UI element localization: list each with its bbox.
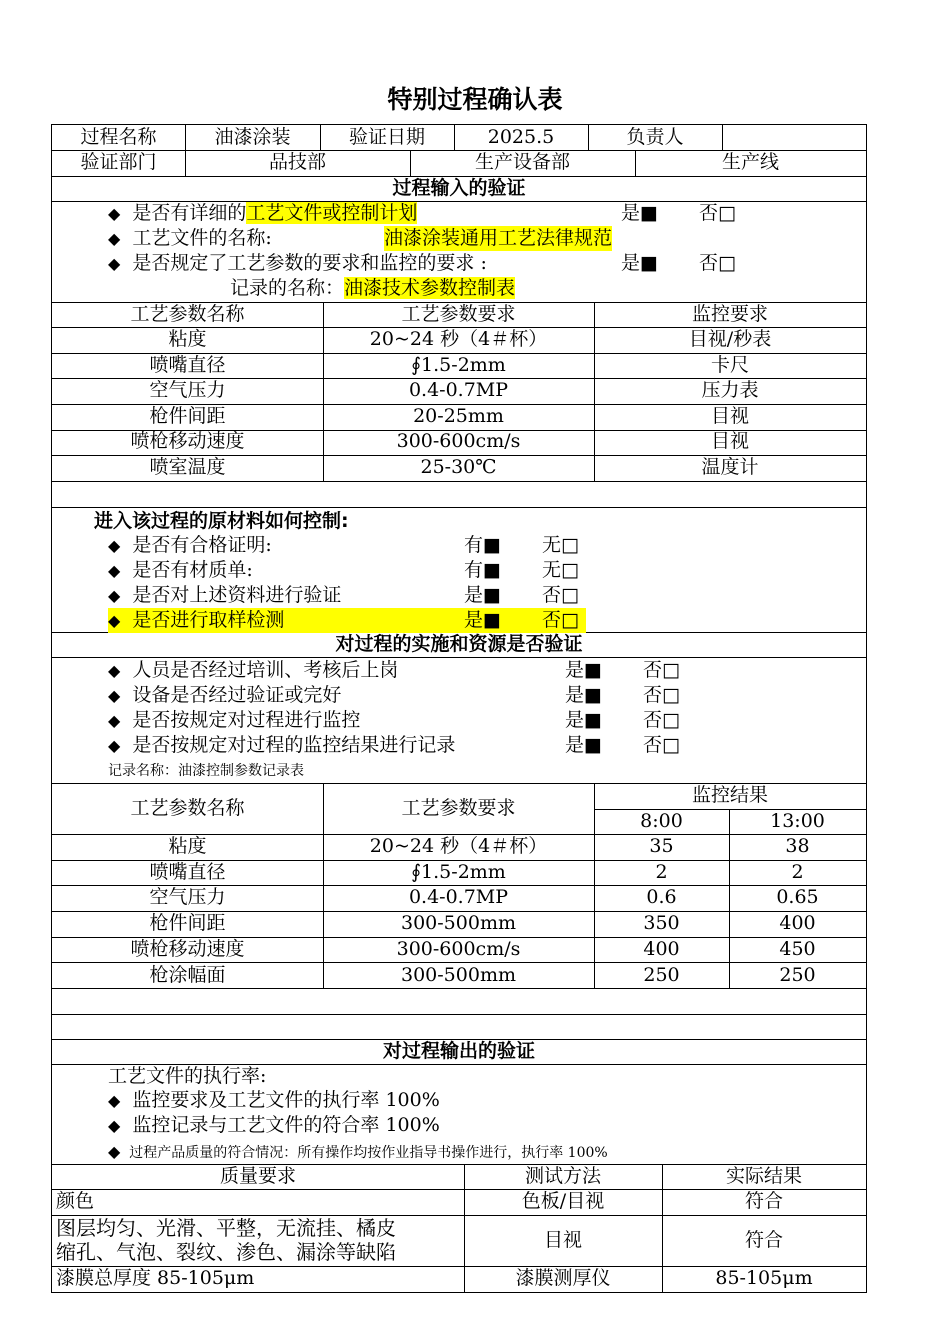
material-yes: 是■ [464, 609, 501, 631]
implementation-yes: 是■ [565, 659, 602, 681]
implementation-item: ◆ 人员是否经过培训、考核后上岗 [108, 659, 399, 681]
material-item: ◆ 是否有材质单: [108, 559, 253, 581]
quality-header-req: 质量要求 [219, 1165, 296, 1187]
output-bullet-1: ◆ 监控要求及工艺文件的执行率 100% [108, 1089, 440, 1111]
highlight-text: 工艺文件或控制计划 [246, 202, 418, 224]
monitor-cell: 0.4-0.7MP [408, 886, 509, 908]
quality-row-2-req-line-1: 图层均匀、光滑、平整，无流挂、橘皮 [56, 1216, 396, 1240]
bullet-icon: ◆ [108, 661, 121, 680]
material-item: ◆ 是否对上述资料进行验证 [108, 584, 342, 606]
monitor-cell: 枪涂幅面 [149, 964, 226, 986]
verify-date-value: 2025.5 [487, 126, 555, 148]
process-name-value: 油漆涂装 [214, 126, 291, 148]
params-cell: 温度计 [701, 456, 759, 478]
monitor-cell: 0.6 [646, 886, 677, 908]
implementation-yes: 是■ [565, 684, 602, 706]
bullet-icon: ◆ [108, 1142, 121, 1161]
implementation-heading: 对过程的实施和资源是否验证 [335, 633, 583, 655]
verify-date-label: 验证日期 [348, 126, 425, 148]
input-question-2: ◆ 工艺文件的名称: [108, 227, 272, 249]
monitor-cell: 35 [649, 835, 674, 857]
output-heading: 对过程输出的验证 [382, 1040, 535, 1062]
material-no: 无□ [542, 534, 579, 556]
record-note: 记录名称：油漆控制参数记录表 [108, 763, 304, 779]
params-cell: 枪件间距 [149, 405, 226, 427]
quality-row-3-req: 漆膜总厚度 85-105μm [56, 1267, 255, 1289]
output-bullet-3: ◆ 过程产品质量的符合情况：所有操作均按作业指导书操作进行，执行率 100% [108, 1142, 608, 1161]
monitor-cell: 0.65 [776, 886, 819, 908]
bullet-icon: ◆ [108, 561, 121, 580]
params-cell: ∮1.5-2mm [411, 354, 506, 376]
bullet-icon: ◆ [108, 736, 121, 755]
monitor-cell: 38 [785, 835, 810, 857]
dept-equipment: 生产设备部 [474, 151, 570, 173]
monitor-cell: 空气压力 [149, 886, 226, 908]
monitor-cell: 450 [779, 938, 816, 960]
output-bullet-2: ◆ 监控记录与工艺文件的符合率 100% [108, 1114, 440, 1136]
monitor-cell: 枪件间距 [149, 912, 226, 934]
quality-row-3-method: 漆膜测厚仪 [515, 1267, 611, 1289]
bullet-icon: ◆ [108, 254, 121, 273]
input-heading: 过程输入的验证 [392, 177, 526, 199]
dept-quality: 品技部 [268, 151, 326, 173]
dept-label: 验证部门 [80, 151, 157, 173]
record-name-value: 油漆技术参数控制表 [344, 277, 516, 299]
input-q1-no: 否□ [699, 202, 736, 224]
page-title: 特别过程确认表 [387, 85, 563, 114]
material-no: 无□ [542, 559, 579, 581]
material-yes: 有■ [464, 534, 501, 556]
execution-rate-label: 工艺文件的执行率: [108, 1065, 267, 1087]
bullet-icon: ◆ [108, 229, 121, 248]
quality-row-1-method: 色板/目视 [521, 1190, 605, 1212]
monitor-header-name: 工艺参数名称 [130, 797, 245, 819]
bullet-icon: ◆ [108, 1116, 121, 1135]
params-cell: 空气压力 [149, 379, 226, 401]
params-cell: 20~24 秒（4＃杯） [369, 328, 548, 350]
monitor-cell: 300-500mm [401, 912, 516, 934]
monitor-cell: 250 [643, 964, 680, 986]
material-no: 否□ [542, 584, 579, 606]
implementation-item: ◆ 设备是否经过验证或完好 [108, 684, 342, 706]
monitor-header-result: 监控结果 [691, 784, 768, 806]
implementation-item: ◆ 是否按规定对过程的监控结果进行记录 [108, 734, 456, 756]
params-header-name: 工艺参数名称 [130, 303, 245, 325]
monitor-cell: 250 [779, 964, 816, 986]
monitor-cell: 2 [791, 861, 804, 883]
monitor-cell: 400 [643, 938, 680, 960]
params-cell: 喷枪移动速度 [130, 430, 245, 452]
params-cell: 0.4-0.7MP [408, 379, 509, 401]
material-yes: 有■ [464, 559, 501, 581]
params-cell: 喷嘴直径 [149, 354, 226, 376]
input-q1-yes: 是■ [621, 202, 658, 224]
material-item: ◆ 是否进行取样检测 [108, 608, 586, 633]
quality-row-2-req-line-2: 缩孔、气泡、裂纹、渗色、漏涂等缺陷 [56, 1240, 396, 1264]
monitor-cell: 喷嘴直径 [149, 861, 226, 883]
process-name-label: 过程名称 [80, 126, 157, 148]
monitor-time-2: 13:00 [770, 810, 825, 832]
bullet-icon: ◆ [108, 586, 121, 605]
bullet-icon: ◆ [108, 536, 121, 555]
params-cell: 卡尺 [710, 354, 749, 376]
monitor-cell: 喷枪移动速度 [130, 938, 245, 960]
input-q3-no: 否□ [699, 252, 736, 274]
quality-header-method: 测试方法 [524, 1165, 601, 1187]
implementation-no: 否□ [643, 659, 680, 681]
bullet-icon: ◆ [108, 686, 121, 705]
params-cell: 目视/秒表 [688, 328, 772, 350]
monitor-cell: 20~24 秒（4＃杯） [369, 835, 548, 857]
quality-row-2-result: 符合 [744, 1229, 783, 1251]
material-no: 否□ [542, 609, 579, 631]
material-yes: 是■ [464, 584, 501, 606]
owner-value [722, 125, 866, 150]
params-cell: 目视 [710, 430, 749, 452]
params-header-req: 工艺参数要求 [401, 303, 516, 325]
monitor-time-1: 8:00 [640, 810, 683, 832]
params-cell: 25-30℃ [420, 456, 497, 478]
monitor-cell: 300-600cm/s [396, 938, 521, 960]
material-item: ◆ 是否有合格证明: [108, 534, 272, 556]
input-q3-yes: 是■ [621, 252, 658, 274]
confirmation-form [51, 124, 867, 1293]
materials-heading: 进入该过程的原材料如何控制: [94, 510, 349, 532]
params-header-monitor: 监控要求 [691, 303, 768, 325]
implementation-no: 否□ [643, 709, 680, 731]
input-question-3: ◆ 是否规定了工艺参数的要求和监控的要求 : [108, 252, 487, 274]
monitor-cell: 350 [643, 912, 680, 934]
implementation-yes: 是■ [565, 709, 602, 731]
quality-row-3-result: 85-105μm [715, 1267, 813, 1289]
record-name-line: 记录的名称：油漆技术参数控制表 [230, 277, 516, 299]
params-cell: 喷室温度 [149, 456, 226, 478]
implementation-item: ◆ 是否按规定对过程进行监控 [108, 709, 361, 731]
params-cell: 目视 [710, 405, 749, 427]
bullet-icon: ◆ [108, 204, 121, 223]
params-cell: 压力表 [701, 379, 759, 401]
monitor-cell: 300-500mm [401, 964, 516, 986]
implementation-no: 否□ [643, 684, 680, 706]
input-question-1: ◆ 是否有详细的工艺文件或控制计划 [108, 202, 418, 224]
quality-row-2-method: 目视 [543, 1229, 582, 1251]
monitor-cell: 粘度 [168, 835, 207, 857]
quality-row-1-req: 颜色 [56, 1190, 95, 1212]
dept-line: 生产线 [721, 151, 779, 173]
implementation-yes: 是■ [565, 734, 602, 756]
process-doc-name: 油漆涂装通用工艺法律规范 [384, 227, 613, 249]
implementation-no: 否□ [643, 734, 680, 756]
bullet-icon: ◆ [108, 1091, 121, 1110]
monitor-cell: 400 [779, 912, 816, 934]
monitor-cell: 2 [655, 861, 668, 883]
bullet-icon: ◆ [108, 611, 121, 630]
owner-label: 负责人 [626, 126, 684, 148]
monitor-header-req: 工艺参数要求 [401, 797, 516, 819]
params-cell: 20-25mm [413, 405, 504, 427]
bullet-icon: ◆ [108, 711, 121, 730]
monitor-cell: ∮1.5-2mm [411, 861, 506, 883]
params-cell: 粘度 [168, 328, 207, 350]
params-cell: 300-600cm/s [396, 430, 521, 452]
quality-header-result: 实际结果 [725, 1165, 802, 1187]
quality-row-1-result: 符合 [744, 1190, 783, 1212]
